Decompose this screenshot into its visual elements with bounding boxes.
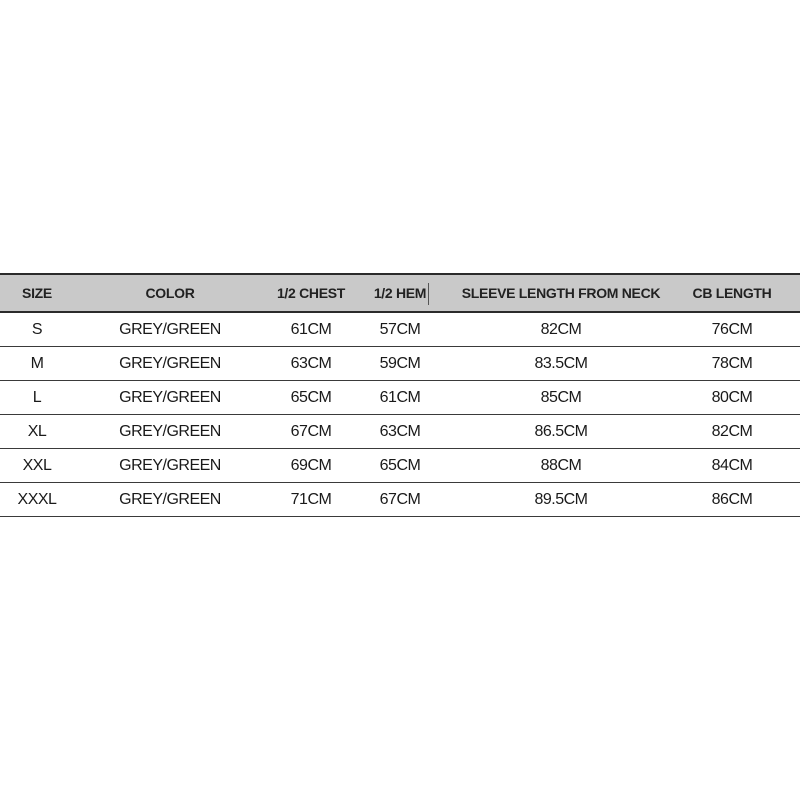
size-chart-table	[0, 273, 800, 517]
header-hem: 1/2 HEM	[373, 285, 427, 301]
header-cb: CB LENGTH	[692, 285, 772, 301]
cell-color: GREY/GREEN	[119, 422, 221, 440]
cell-size: XL	[27, 422, 47, 440]
cell-chest: 65CM	[290, 388, 332, 406]
cell-size: L	[32, 388, 42, 406]
cell-hem: 65CM	[379, 456, 421, 474]
cell-color: GREY/GREEN	[119, 320, 221, 338]
header-chest: 1/2 CHEST	[276, 285, 346, 301]
cell-hem: 57CM	[379, 320, 421, 338]
cell-chest: 67CM	[290, 422, 332, 440]
cell-hem: 61CM	[379, 388, 421, 406]
header-sleeve: SLEEVE LENGTH FROM NECK	[461, 285, 661, 301]
cell-cb: 78CM	[711, 354, 753, 372]
cell-sleeve: 86.5CM	[534, 422, 588, 440]
cell-hem: 63CM	[379, 422, 421, 440]
cell-chest: 71CM	[290, 490, 332, 508]
cell-size: S	[31, 320, 43, 338]
cell-size: M	[30, 354, 44, 372]
header-color: COLOR	[145, 285, 195, 301]
cell-sleeve: 85CM	[540, 388, 582, 406]
table-row	[0, 347, 800, 381]
table-row	[0, 483, 800, 517]
cell-chest: 69CM	[290, 456, 332, 474]
cell-sleeve: 88CM	[540, 456, 582, 474]
header-column-divider	[428, 283, 429, 305]
cell-cb: 84CM	[711, 456, 753, 474]
cell-sleeve: 82CM	[540, 320, 582, 338]
table-header-row	[0, 275, 800, 313]
cell-chest: 63CM	[290, 354, 332, 372]
header-size: SIZE	[22, 285, 52, 301]
table-row	[0, 381, 800, 415]
cell-cb: 80CM	[711, 388, 753, 406]
cell-sleeve: 89.5CM	[534, 490, 588, 508]
cell-color: GREY/GREEN	[119, 388, 221, 406]
table-row	[0, 313, 800, 347]
cell-cb: 76CM	[711, 320, 753, 338]
cell-size: XXXL	[17, 490, 57, 508]
cell-size: XXL	[22, 456, 52, 474]
cell-sleeve: 83.5CM	[534, 354, 588, 372]
cell-color: GREY/GREEN	[119, 456, 221, 474]
cell-color: GREY/GREEN	[119, 354, 221, 372]
cell-color: GREY/GREEN	[119, 490, 221, 508]
cell-cb: 86CM	[711, 490, 753, 508]
cell-hem: 59CM	[379, 354, 421, 372]
table-row	[0, 415, 800, 449]
cell-cb: 82CM	[711, 422, 753, 440]
cell-chest: 61CM	[290, 320, 332, 338]
table-row	[0, 449, 800, 483]
cell-hem: 67CM	[379, 490, 421, 508]
